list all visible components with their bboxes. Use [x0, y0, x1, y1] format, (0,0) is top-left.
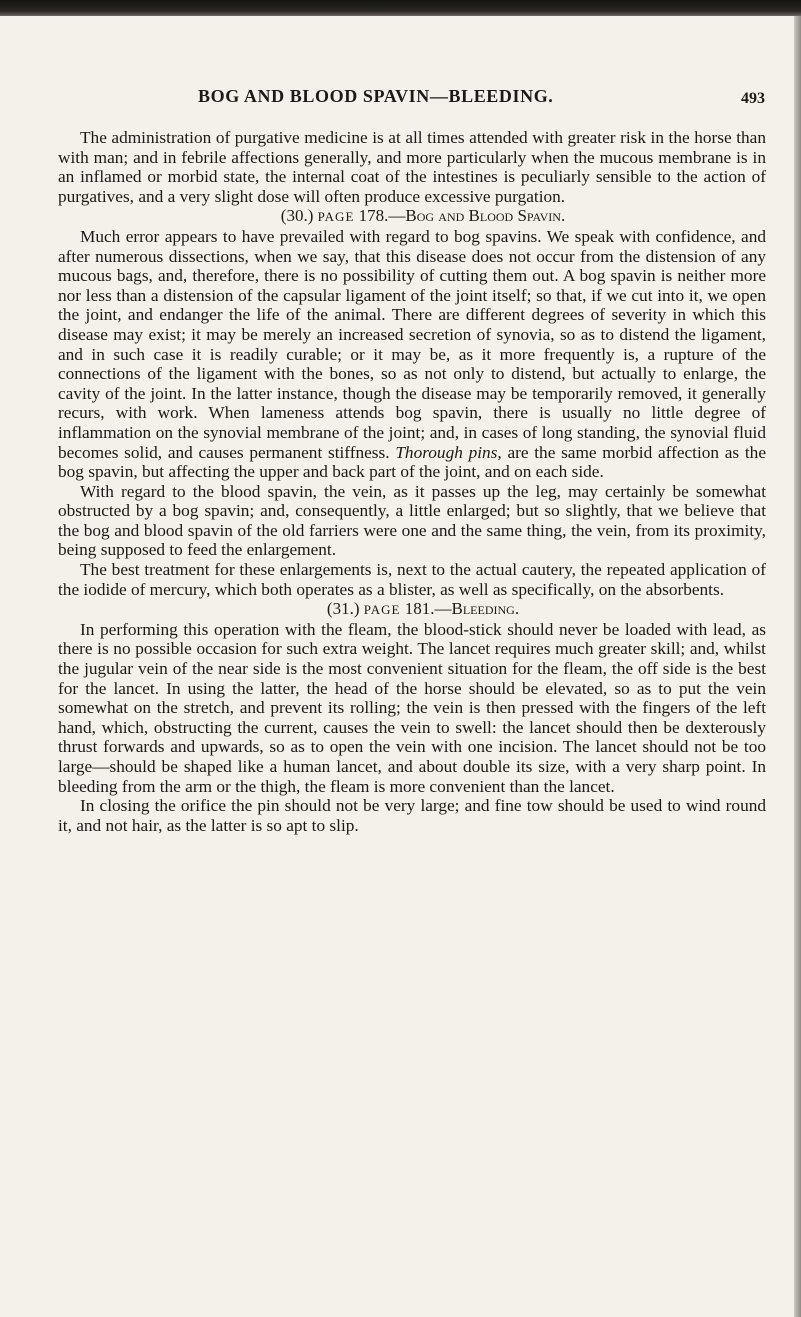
- section-title: —Bleeding.: [434, 599, 520, 619]
- page-body: [58, 128, 766, 835]
- section-number: (31.): [326, 599, 360, 619]
- italic-term: Thorough pins,: [395, 442, 502, 462]
- paragraph: In performing this operation with the fleam, the blood-stick should never be loaded with lead, as there is no possible occasion for such extra weight. The lancet requires much greater skill; and, whilst the jugular vein of the near side is the most convenient situation for the fleam, the off side is the best for the lancet. In using the latter, the head of the horse should be elevated, so as to put the vein somewhat on the stretch, and prevent its rolling; the vein is then pressed with the fingers of the left hand, which, obstructing the current, causes the vein to swell: the lancet should then be dexterously thrust forwards and upwards, so as to open the vein with one incision. The lancet should not be too large—should be shaped like a human lancet, and about double its size, with a very sharp point. In bleeding from the arm or the thigh, the fleam is more convenient than the lancet.: [58, 619, 766, 796]
- running-title: BOG AND BLOOD SPAVIN—BLEEDING.: [198, 86, 554, 106]
- page-ref: 181.: [404, 599, 435, 619]
- section-title: —Bog and Blood Spavin.: [388, 206, 566, 226]
- page-header: [60, 86, 765, 112]
- page-label: PAGE: [317, 209, 355, 225]
- paragraph: [58, 227, 766, 482]
- paragraph-text: Much error appears to have prevailed with regard to bog spavins. We speak with confidence, and after numerous dissections, when we say, that this disease does not occur from the distension of any mucous bags, and, therefore, there is no possibility of cutting them out. A bog spavin is neither more nor less than a distension of the capsular ligament of the joint itself; so that, if we cut into it, we open the joint, and endanger the life of the animal. There are different degrees of severity in which this disease may exist; it may be merely an increased secretion of synovia, so as to distend the ligament, and in such case it is readily curable; or it may be, as it more frequently is, a rupture of the connections of the ligament with the bones, so as not only to distend, but actually to enlarge, the cavity of the joint. In the latter instance, though the disease may be temporarily removed, it generally recurs, with work. When lameness attends bog spavin, there is usually no little degree of inflammation on the synovial membrane of the joint; and, in cases of long standing, the synovial fluid becomes solid, and causes permanent stiffness.: [58, 226, 766, 462]
- paragraph: In closing the orifice the pin should not be very large; and fine tow should be used to wind round it, and not hair, as the latter is so apt to slip.: [58, 796, 766, 835]
- page-label: PAGE: [363, 602, 401, 618]
- paragraph-text: are the same morbid affection as the bog spavin, but affecting the upper and back part of the joint, and on each side.: [58, 442, 766, 482]
- section-heading-31: [58, 599, 766, 620]
- page-ref: 178.: [358, 206, 389, 226]
- section-heading-30: [58, 206, 766, 227]
- paragraph: The best treatment for these enlargements is, next to the actual cautery, the repeated application of the iodide of mercury, which both operates as a blister, as well as specifically, on the absorbents.: [58, 560, 766, 599]
- page-number: 493: [741, 90, 765, 107]
- intro-paragraph: The administration of purgative medicine is at all times attended with greater risk in the horse than with man; and in febrile affections generally, and more particularly when the mucous membrane is in an inflamed or morbid state, the internal coat of the intestines is peculiarly sensible to the action of purgatives, and a very slight dose will often produce excessive purgation.: [58, 128, 766, 206]
- section-number: (30.): [280, 206, 314, 226]
- scan-right-edge: [794, 16, 801, 1317]
- scan-top-edge: [0, 0, 801, 16]
- paragraph: With regard to the blood spavin, the vein, as it passes up the leg, may certainly be somewhat obstructed by a bog spavin; and, consequently, a little enlarged; but so slightly, that we believe that the bog and blood spavin of the old farriers were one and the same thing, the vein, from its proximity, being supposed to feed the enlargement.: [58, 481, 766, 560]
